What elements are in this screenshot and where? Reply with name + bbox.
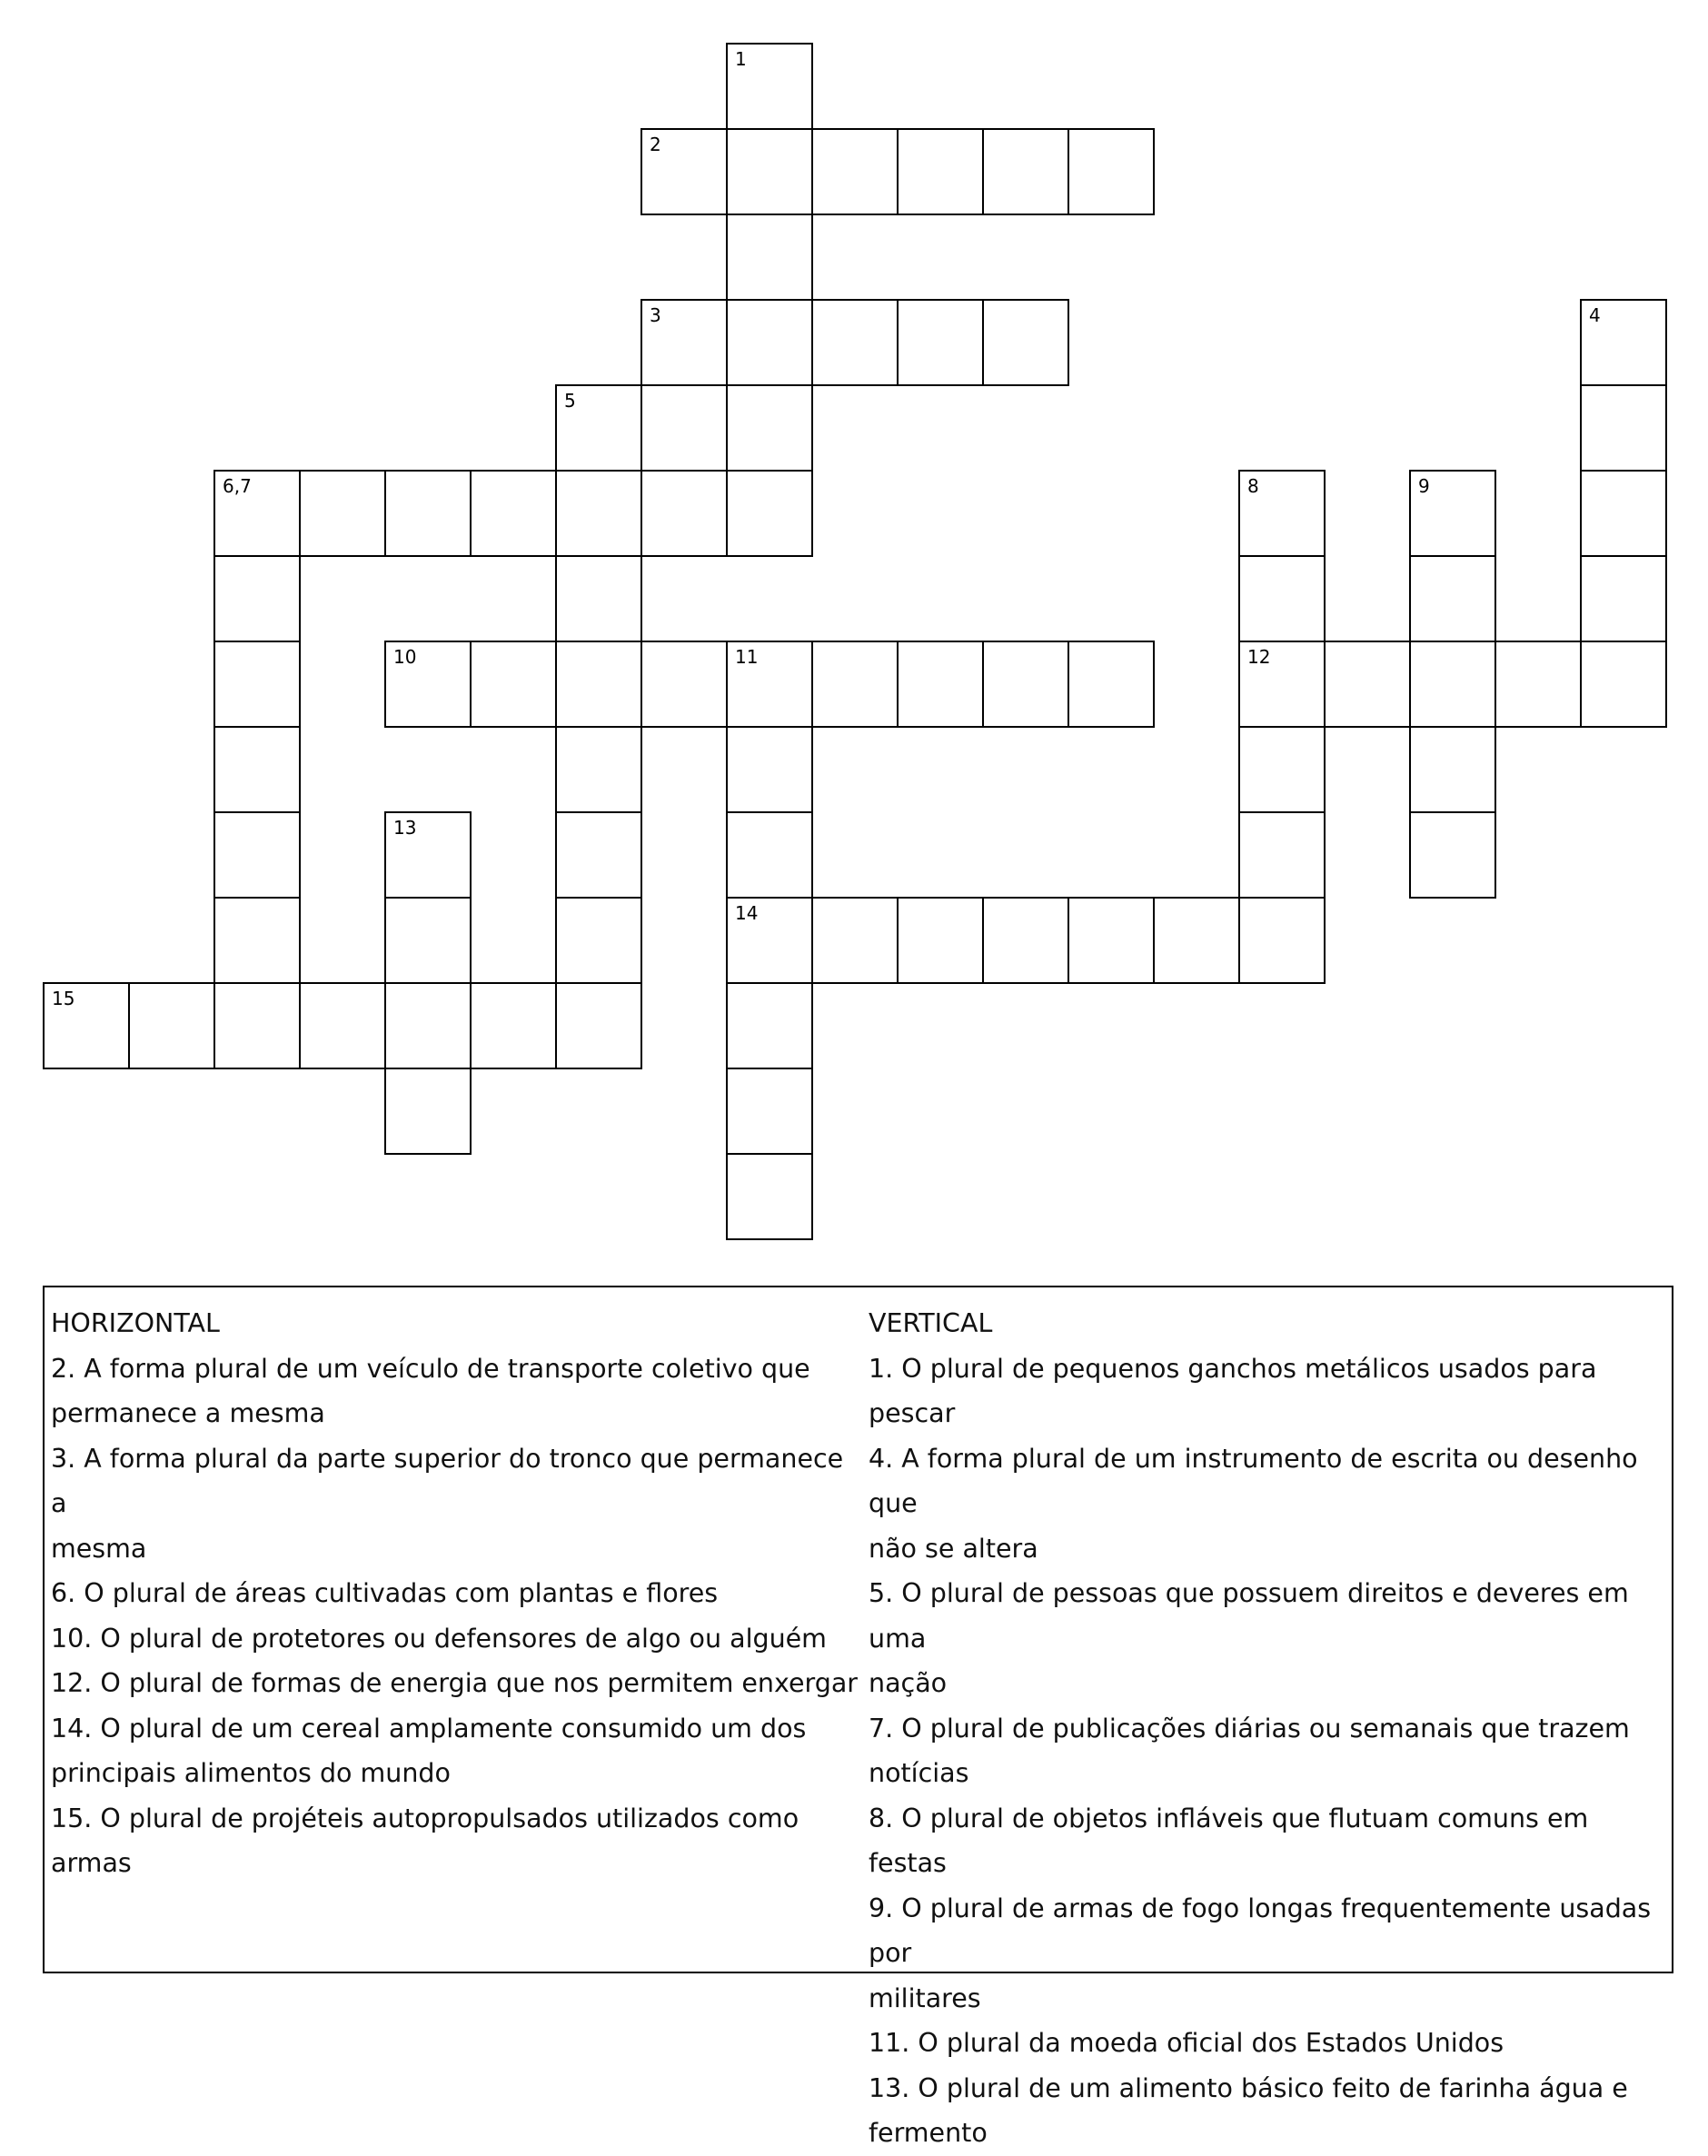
grid-cell[interactable] [726,1153,813,1240]
grid-cell[interactable] [1238,897,1326,984]
clue-number: 12 [1247,646,1271,668]
clue-line: 3. A forma plural da parte superior do tronco que permanece a [51,1443,844,1518]
grid-cell[interactable] [470,641,557,728]
grid-cell[interactable] [555,641,642,728]
horizontal-title: HORIZONTAL [51,1308,220,1338]
grid-cell[interactable] [640,641,728,728]
grid-cell[interactable] [1580,641,1667,728]
clue-number: 5 [564,390,576,412]
grid-cell[interactable] [128,982,215,1069]
grid-cell[interactable] [726,470,813,557]
grid-cell[interactable] [43,982,130,1069]
grid-cell[interactable] [982,897,1069,984]
clue-line: 9. O plural de armas de fogo longas frequentemente usadas por [869,1893,1652,1968]
grid-cell[interactable] [1068,897,1155,984]
grid-cell[interactable] [1580,384,1667,472]
clue-line: 12. O plural de formas de energia que nos permitem enxergar [51,1668,858,1698]
grid-cell[interactable] [1068,641,1155,728]
grid-cell[interactable] [1409,641,1496,728]
grid-cell[interactable] [726,726,813,813]
grid-cell[interactable] [384,982,472,1069]
grid-cell[interactable] [726,214,813,301]
grid-cell[interactable] [214,897,301,984]
grid-cell[interactable] [1238,811,1326,899]
clue-line: permanece a mesma [51,1398,325,1428]
grid-cell[interactable] [1238,726,1326,813]
clue-line: 14. O plural de um cereal amplamente consumido um dos [51,1713,807,1744]
grid-cell[interactable] [726,299,813,386]
grid-cell[interactable] [1324,641,1411,728]
grid-cell[interactable] [1409,726,1496,813]
grid-cell[interactable] [726,641,813,728]
grid-cell[interactable] [555,555,642,642]
grid-cell[interactable] [640,299,728,386]
grid-cell[interactable] [1580,555,1667,642]
grid-cell[interactable] [726,128,813,215]
grid-cell[interactable] [299,982,386,1069]
grid-cell[interactable] [726,982,813,1069]
grid-cell[interactable] [1409,555,1496,642]
clue-number: 2 [650,134,661,155]
vertical-clues [869,1301,1668,2156]
grid-cell[interactable] [1494,641,1582,728]
clue-line: 5. O plural de pessoas que possuem direitos e deveres em uma [869,1578,1629,1654]
grid-cell[interactable] [1068,128,1155,215]
grid-cell[interactable] [555,470,642,557]
grid-cell[interactable] [1580,470,1667,557]
clue-line: 1. O plural de pequenos ganchos metálicos usados para pescar [869,1353,1597,1428]
grid-cell[interactable] [1409,470,1496,557]
clue-line: principais alimentos do mundo [51,1758,451,1788]
grid-cell[interactable] [1238,555,1326,642]
grid-cell[interactable] [214,726,301,813]
grid-cell[interactable] [811,897,899,984]
grid-cell[interactable] [555,982,642,1069]
clue-number: 4 [1589,304,1601,326]
grid-cell[interactable] [982,128,1069,215]
grid-cell[interactable] [640,470,728,557]
grid-cell[interactable] [555,384,642,472]
clue-line: 11. O plural da moeda oficial dos Estados Unidos [869,2028,1504,2058]
grid-cell[interactable] [1238,470,1326,557]
clue-line: 4. A forma plural de um instrumento de escrita ou desenho que [869,1443,1638,1518]
grid-cell[interactable] [897,299,984,386]
grid-cell[interactable] [1153,897,1240,984]
clue-number: 15 [52,988,75,1009]
grid-cell[interactable] [982,299,1069,386]
clue-line: mesma [51,1533,147,1564]
grid-cell[interactable] [470,470,557,557]
grid-cell[interactable] [1580,299,1667,386]
clue-number: 13 [393,817,417,839]
grid-cell[interactable] [214,555,301,642]
grid-cell[interactable] [384,641,472,728]
grid-cell[interactable] [811,128,899,215]
grid-cell[interactable] [897,897,984,984]
grid-cell[interactable] [555,811,642,899]
grid-cell[interactable] [640,128,728,215]
clue-line: 13. O plural de um alimento básico feito de farinha água e [869,2072,1628,2103]
grid-cell[interactable] [811,299,899,386]
clue-line: nação [869,1668,948,1698]
grid-cell[interactable] [640,384,728,472]
grid-cell[interactable] [726,43,813,130]
grid-cell[interactable] [384,470,472,557]
grid-cell[interactable] [555,897,642,984]
clue-line: militares [869,1982,981,2013]
clue-number: 1 [735,48,747,70]
clue-line: 8. O plural de objetos infláveis que flutuam comuns em festas [869,1803,1589,1878]
clue-number: 10 [393,646,417,668]
grid-cell[interactable] [982,641,1069,728]
clue-line: 15. O plural de projéteis autopropulsados utilizados como armas [51,1803,799,1878]
grid-cell[interactable] [214,470,301,557]
vertical-title: VERTICAL [869,1308,993,1338]
clue-number: 3 [650,304,661,326]
grid-cell[interactable] [299,470,386,557]
grid-cell[interactable] [1238,641,1326,728]
grid-cell[interactable] [214,982,301,1069]
clue-line: não se altera [869,1533,1038,1564]
horizontal-clues [51,1301,864,1886]
grid-cell[interactable] [384,1068,472,1155]
clues-box [43,1286,1673,2148]
grid-cell[interactable] [384,897,472,984]
clue-number: 8 [1247,475,1259,497]
clue-line: 2. A forma plural de um veículo de transporte coletivo que [51,1353,810,1384]
clue-line: 6. O plural de áreas cultivadas com plantas e flores [51,1578,719,1608]
clue-number: 6,7 [223,475,252,497]
clue-line: fermento [869,2118,988,2148]
clue-line: 7. O plural de publicações diárias ou semanais que trazem [869,1713,1630,1744]
clue-number: 9 [1418,475,1430,497]
grid-cell[interactable] [726,384,813,472]
grid-cell[interactable] [897,641,984,728]
grid-cell[interactable] [384,811,472,899]
grid-cell[interactable] [726,897,813,984]
grid-cell[interactable] [1409,811,1496,899]
grid-cell[interactable] [214,811,301,899]
clue-line: 10. O plural de protetores ou defensores de algo ou alguém [51,1623,827,1654]
grid-cell[interactable] [555,726,642,813]
grid-cell[interactable] [897,128,984,215]
grid-cell[interactable] [726,811,813,899]
clue-number: 14 [735,902,759,924]
grid-cell[interactable] [470,982,557,1069]
clue-number: 11 [735,646,759,668]
clue-line: notícias [869,1758,969,1788]
grid-cell[interactable] [214,641,301,728]
grid-cell[interactable] [726,1068,813,1155]
grid-cell[interactable] [811,641,899,728]
